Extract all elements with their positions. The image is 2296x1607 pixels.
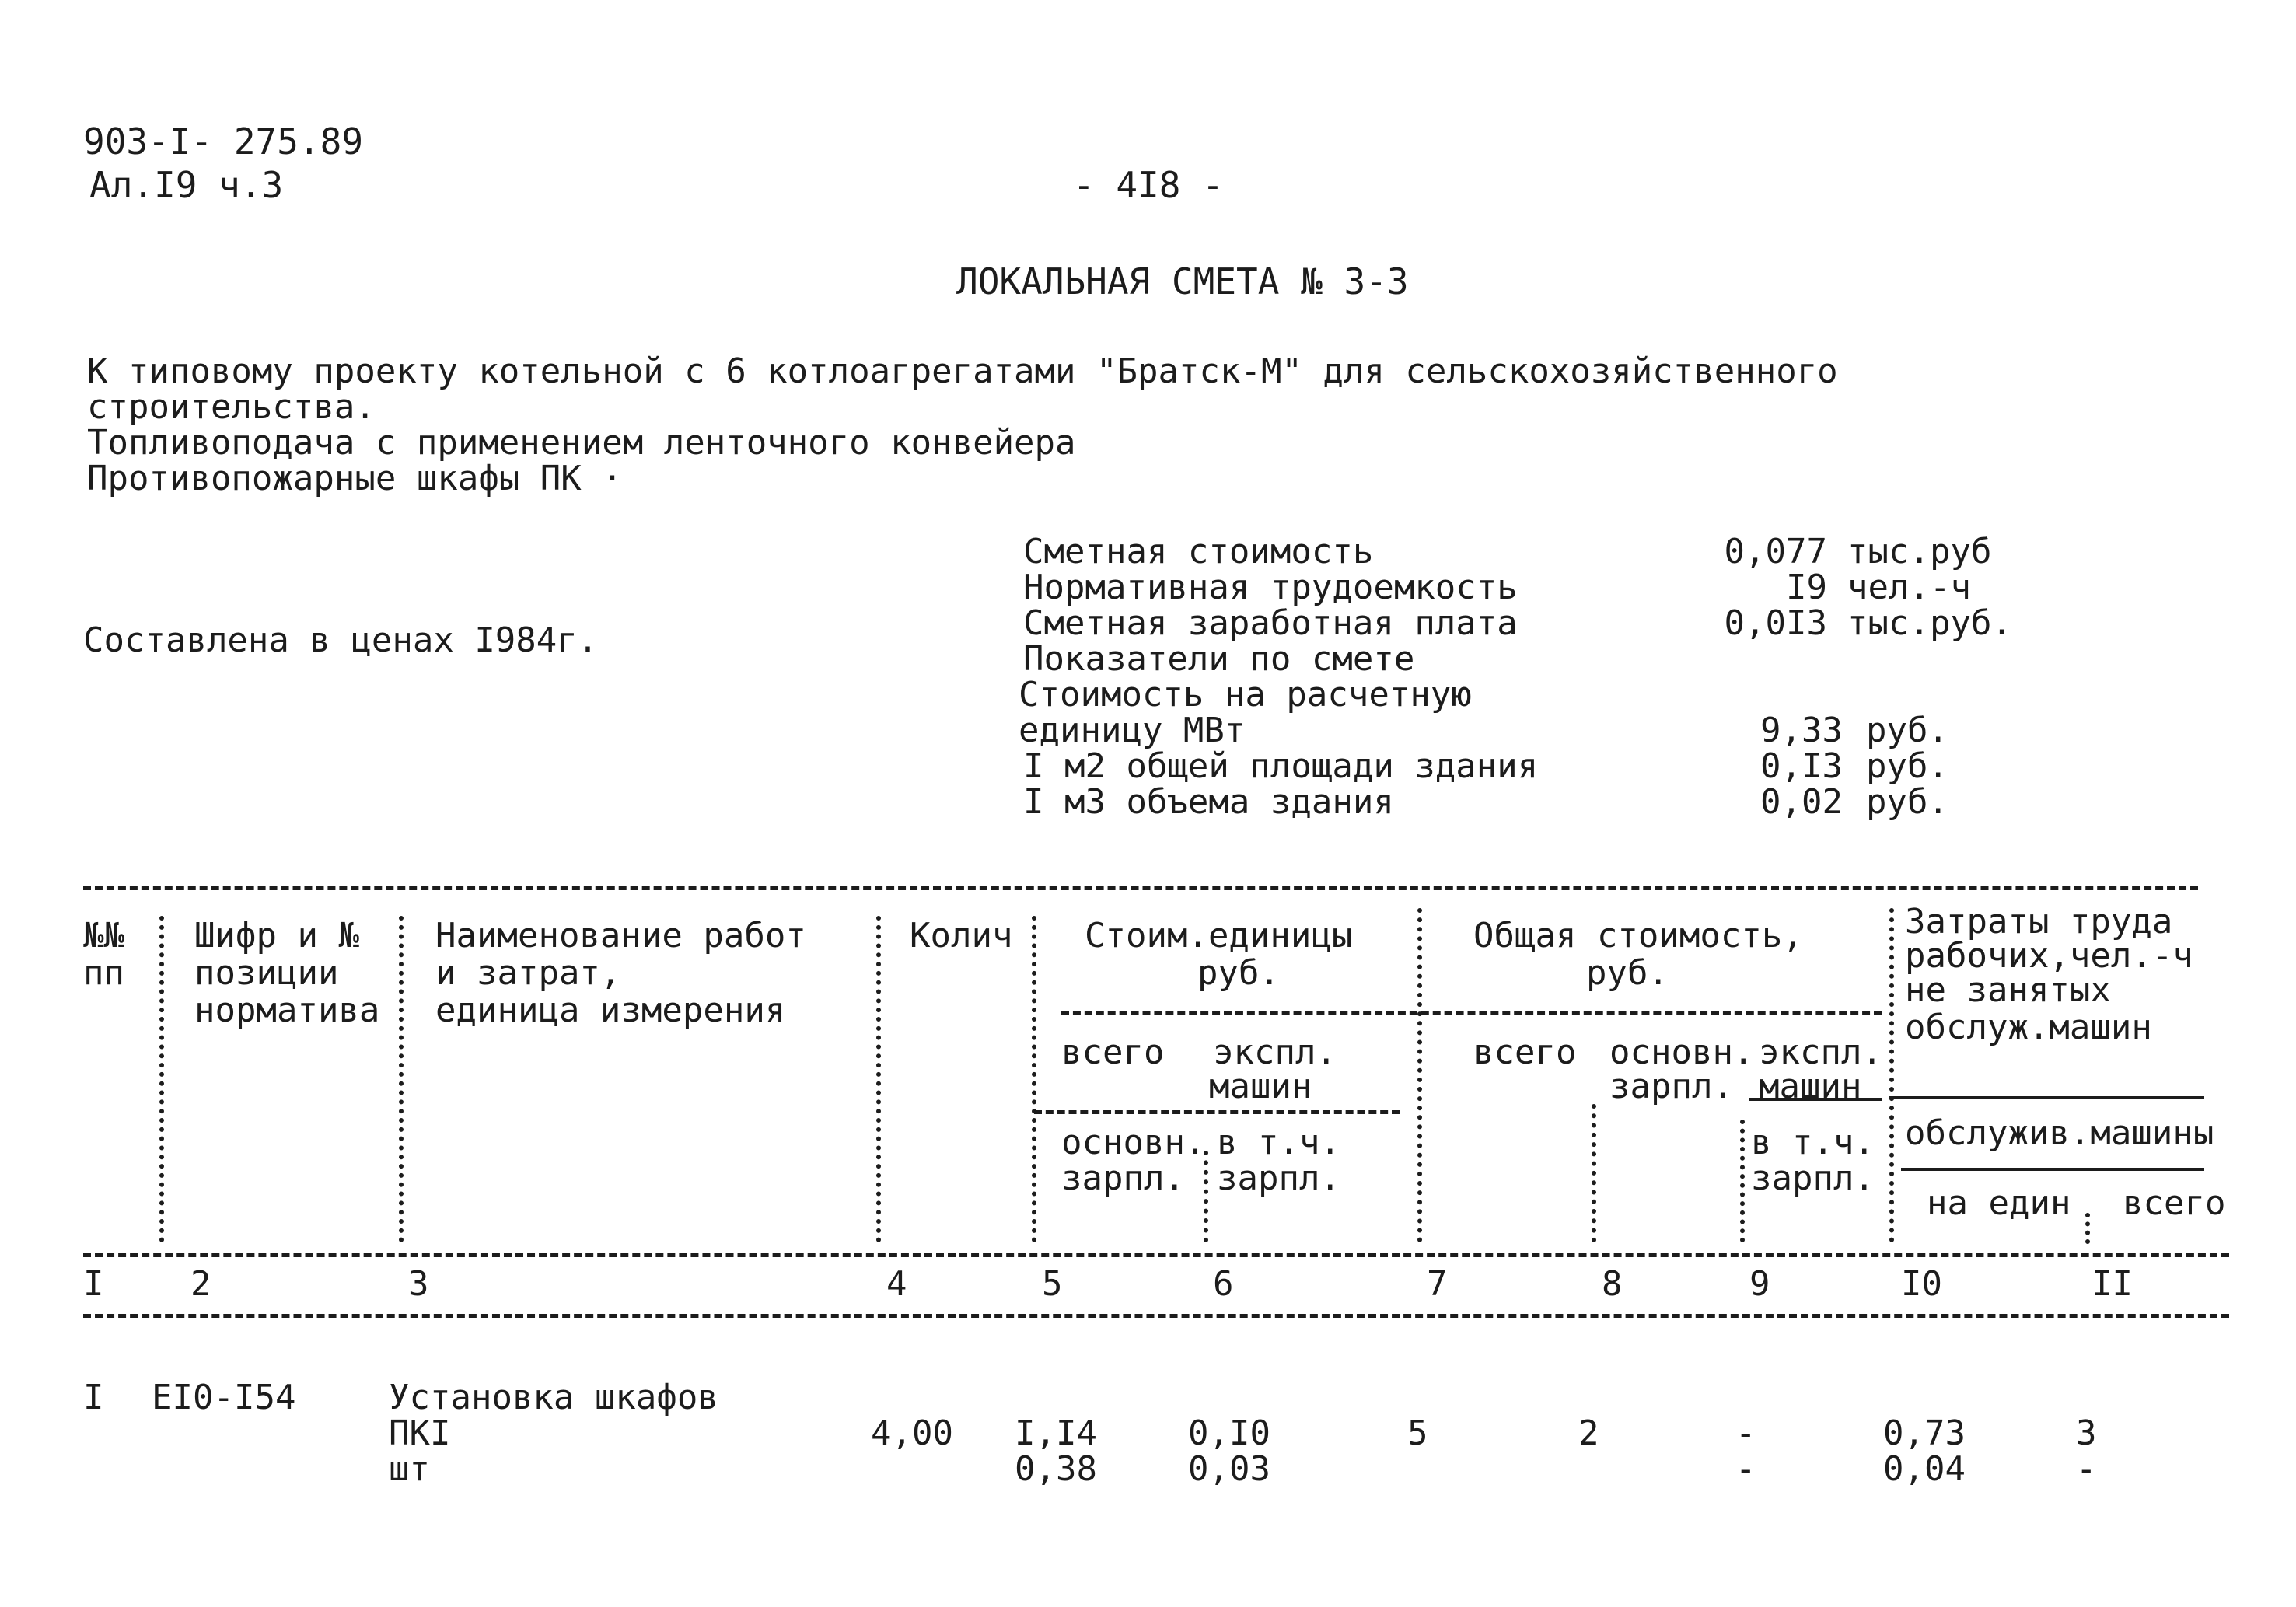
header-c2-line2: позиции <box>194 953 339 993</box>
prices-note: Составлена в ценах I984г. <box>83 620 599 660</box>
column-separator <box>1740 1120 1745 1242</box>
row-unit-wage: 0,38 <box>1015 1449 1097 1489</box>
summary-value: 0,0I3 <box>1724 603 1827 643</box>
header-labor-serviced: обслужив.машины <box>1905 1113 2214 1153</box>
header-c1-line1: №№ <box>83 916 124 955</box>
column-separator <box>1889 908 1894 1242</box>
header-c9-line2: машин <box>1759 1067 1862 1106</box>
column-number: 7 <box>1427 1264 1448 1304</box>
header-rule <box>1034 1110 1400 1114</box>
header-c5-wage-2: зарпл. <box>1061 1158 1185 1198</box>
row-name: Установка шкафов <box>389 1378 718 1417</box>
row-code: ЕI0-I54 <box>152 1378 296 1417</box>
summary-label: Сметная заработная плата <box>1023 603 1518 643</box>
header-c6-wage-2: зарпл. <box>1217 1158 1340 1198</box>
row-total-machines: - <box>1735 1413 1756 1453</box>
header-bottom-rule <box>83 1253 2229 1257</box>
header-labor-1: Затраты труда <box>1905 902 2173 941</box>
header-rule <box>1901 1168 2204 1171</box>
summary-label: единицу МВт <box>1019 711 1246 750</box>
intro-line-3: Топливоподача с применением ленточного конвейера <box>87 423 1076 463</box>
sheet-reference: Ал.I9 ч.3 <box>89 164 284 206</box>
header-labor-2: рабочих,чел.-ч <box>1905 936 2193 976</box>
header-unit-cost-unit: руб. <box>1197 953 1280 993</box>
column-number: 5 <box>1042 1264 1063 1304</box>
header-total-cost: Общая стоимость, <box>1473 916 1803 955</box>
column-separator <box>159 916 164 1242</box>
summary-label: Сметная стоимость <box>1023 532 1374 571</box>
summary-label: Показатели по смете <box>1023 639 1415 679</box>
row-total-wage: 2 <box>1578 1413 1599 1453</box>
column-separator <box>876 916 881 1242</box>
header-c1-line2: пп <box>83 953 124 993</box>
header-c7-total: всего <box>1473 1032 1577 1072</box>
header-labor-4: обслуж.машин <box>1905 1008 2152 1047</box>
header-unit-cost: Стоим.единицы <box>1085 916 1353 955</box>
row-unit-total: I,I4 <box>1015 1413 1097 1453</box>
document-code: 903-I- 275.89 <box>83 121 364 162</box>
summary-unit: чел.-ч <box>1847 568 1971 607</box>
header-c6-line1: экспл. <box>1213 1032 1337 1072</box>
row-number: I <box>83 1378 104 1417</box>
header-c6-wage-1: в т.ч. <box>1217 1123 1340 1162</box>
column-separator <box>1204 1151 1208 1242</box>
header-c8-line2: зарпл. <box>1609 1067 1733 1106</box>
header-c9-line1: экспл. <box>1759 1032 1882 1072</box>
header-c9-wage-1: в т.ч. <box>1751 1123 1875 1162</box>
summary-unit: руб. <box>1866 782 1948 822</box>
header-c3-line3: единица измерения <box>435 990 786 1030</box>
column-separator <box>1417 908 1422 1242</box>
summary-value: 0,077 <box>1724 532 1827 571</box>
column-separator <box>2085 1213 2090 1244</box>
column-separator <box>399 916 404 1242</box>
row-total-machines-wage: - <box>1735 1449 1756 1489</box>
summary-value: 9,33 <box>1760 711 1843 750</box>
intro-line-2: строительства. <box>87 387 376 427</box>
column-number: 9 <box>1749 1264 1770 1304</box>
summary-value: I9 <box>1786 568 1827 607</box>
header-c10: на един <box>1927 1183 2071 1223</box>
header-c5-total: всего <box>1061 1032 1165 1072</box>
row-labor-unit: 0,73 <box>1883 1413 1966 1453</box>
column-separator <box>1032 916 1036 1242</box>
column-number: 2 <box>190 1264 211 1304</box>
column-number: 3 <box>408 1264 429 1304</box>
row-labor-unit-2: 0,04 <box>1883 1449 1966 1489</box>
column-number: II <box>2092 1264 2133 1304</box>
row-unit: шт <box>389 1449 430 1489</box>
row-quantity: 4,00 <box>871 1413 953 1453</box>
intro-line-1: К типовому проекту котельной с 6 котлоагрегатами "Братск-М" для сельскохозяйственного <box>87 351 1838 391</box>
header-c3-line1: Наименование работ <box>435 916 806 955</box>
row-unit-machines-wage: 0,03 <box>1188 1449 1270 1489</box>
column-number: I0 <box>1901 1264 1942 1304</box>
header-c3-line2: и затрат, <box>435 953 621 993</box>
header-c11: всего <box>2123 1183 2226 1223</box>
header-labor-3: не занятых <box>1905 970 2111 1010</box>
header-c2-line3: норматива <box>194 990 380 1030</box>
row-total: 5 <box>1407 1413 1428 1453</box>
summary-unit: тыс.руб <box>1847 532 1992 571</box>
column-number: I <box>83 1264 104 1304</box>
summary-unit: тыс.руб. <box>1847 603 2012 643</box>
row-name-type: ПКI <box>389 1413 451 1453</box>
column-separator <box>1592 1104 1596 1242</box>
summary-value: 0,I3 <box>1760 746 1843 786</box>
row-unit-machines: 0,I0 <box>1188 1413 1270 1453</box>
summary-unit: руб. <box>1866 711 1948 750</box>
header-c4: Колич <box>910 916 1013 955</box>
header-rule <box>1889 1096 2204 1099</box>
page-number: - 4I8 - <box>1073 164 1224 206</box>
row-labor-total: 3 <box>2076 1413 2097 1453</box>
header-c2-line1: Шифр и № <box>194 916 359 955</box>
summary-label: I м2 общей площади здания <box>1023 746 1539 786</box>
summary-unit: руб. <box>1866 746 1948 786</box>
header-rule <box>1061 1011 1882 1015</box>
header-c6-line2: машин <box>1209 1067 1312 1106</box>
intro-line-4: Противопожарные шкафы ПК · <box>87 459 623 498</box>
summary-label: I м3 объема здания <box>1023 782 1394 822</box>
header-c8-line1: основн. <box>1609 1032 1754 1072</box>
header-c5-wage-1: основн. <box>1061 1123 1206 1162</box>
column-number: 4 <box>886 1264 907 1304</box>
summary-label: Нормативная трудоемкость <box>1023 568 1518 607</box>
row-labor-total-2: - <box>2076 1449 2097 1489</box>
page-title: ЛОКАЛЬНАЯ СМЕТА № 3-3 <box>956 260 1409 302</box>
column-number: 6 <box>1213 1264 1234 1304</box>
header-total-cost-unit: руб. <box>1586 953 1669 993</box>
column-number: 8 <box>1602 1264 1623 1304</box>
table-top-rule <box>83 886 2198 890</box>
summary-value: 0,02 <box>1760 782 1843 822</box>
summary-label: Стоимость на расчетную <box>1019 675 1472 714</box>
header-c9-wage-2: зарпл. <box>1751 1158 1875 1198</box>
column-numbers-rule <box>83 1314 2229 1318</box>
